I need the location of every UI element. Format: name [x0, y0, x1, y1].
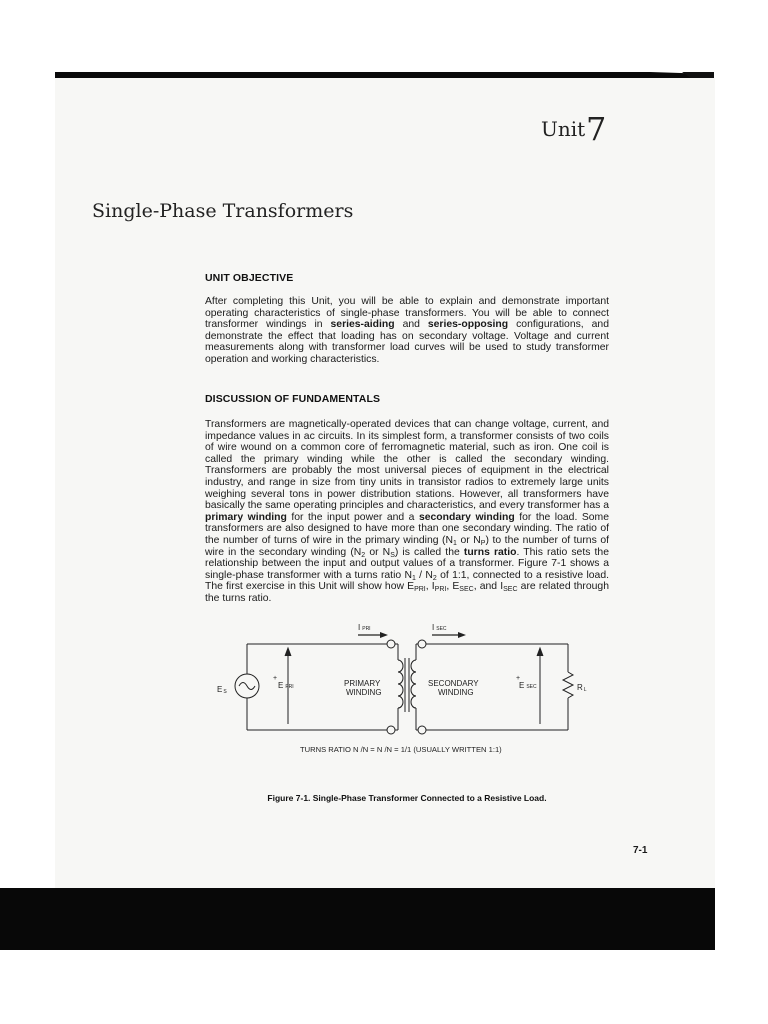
transformer-circuit-diagram: [200, 620, 600, 765]
secondary-winding-label-2: WINDING: [438, 688, 474, 697]
page-number: 7-1: [633, 845, 648, 856]
primary-winding-label-1: PRIMARY: [344, 679, 381, 688]
load-resistor-symbol: [563, 672, 573, 698]
es-label: ES: [217, 685, 227, 695]
i-sec-label: ISEC: [432, 623, 447, 632]
primary-coil-symbol: [398, 660, 403, 708]
e-sec-label: ESEC: [519, 681, 537, 690]
e-pri-label: EPRI: [278, 681, 294, 690]
i-pri-label: IPRI: [358, 623, 371, 632]
primary-winding-label-2: WINDING: [346, 688, 382, 697]
figure-caption: Figure 7-1. Single-Phase Transformer Connected to a Resistive Load.: [267, 793, 547, 803]
unit-number: 7: [586, 110, 607, 148]
rl-label: RL: [577, 683, 587, 693]
page-title: Single-Phase Transformers: [92, 200, 354, 222]
e-pri-plus: +: [273, 675, 278, 682]
e-sec-plus: +: [516, 675, 521, 682]
objective-heading: UNIT OBJECTIVE: [205, 272, 294, 284]
unit-label: Unit: [541, 117, 586, 141]
secondary-winding-label-1: SECONDARY: [428, 679, 479, 688]
discussion-paragraph: Transformers are magnetically-operated devices that can change voltage, current, and impedance values in ac circuits. In its simplest form, a transformer consists of two coils of wire wound on a common core of ferromagnetic material, such as iron. One coil is called the primary winding while the other is called the secondary winding. Transformers are probably the most universal pieces of equipment in the electrical industry, and range in size from tiny units in transistor radios to extremely large units weighing several tons in power distribution stations. However, all transformers have basically the same operating principles and characteristics, and every transformer has a primary winding for the input power and a secondary winding for the load. Some transformers are also designed to have more than one secondary winding. The ratio of the number of turns of wire in the primary winding ($N_1$ or $N_P$) to the number of turns of wire in the secondary winding ($N_2$ or $N_S$) is called the turns ratio. This ratio sets the relationship between the input and output values of a transformer. Figure 7-1 shows a single-phase transformer with a turns ratio $N_1 / N_2$ of 1:1, connected to a resistive load. The first exercise in this Unit will show how $E_{PRI}$, $I_{PRI}$, $E_{SEC}$, and $I_{SEC}$ are related through the turns ratio.: [205, 419, 609, 604]
scan-edge-bottom: [0, 888, 715, 950]
objective-paragraph: After completing this Unit, you will be able to explain and demonstrate important operating characteristics of single-phase transformers. You will be able to connect transformer windings in series-aiding and series-opposing configurations, and demonstrate the effect that loading has on secondary voltage. Voltage and current measurements along with transformer load curves will be used to study transformer operation and working characteristics.: [205, 296, 609, 365]
turns-ratio-label: TURNS RATIO N /N = N /N = 1/1 (USUALLY WRITTEN 1:1): [300, 745, 502, 754]
discussion-heading: DISCUSSION OF FUNDAMENTALS: [205, 393, 381, 405]
ac-sine-icon: [239, 683, 255, 690]
secondary-coil-symbol: [411, 660, 416, 708]
